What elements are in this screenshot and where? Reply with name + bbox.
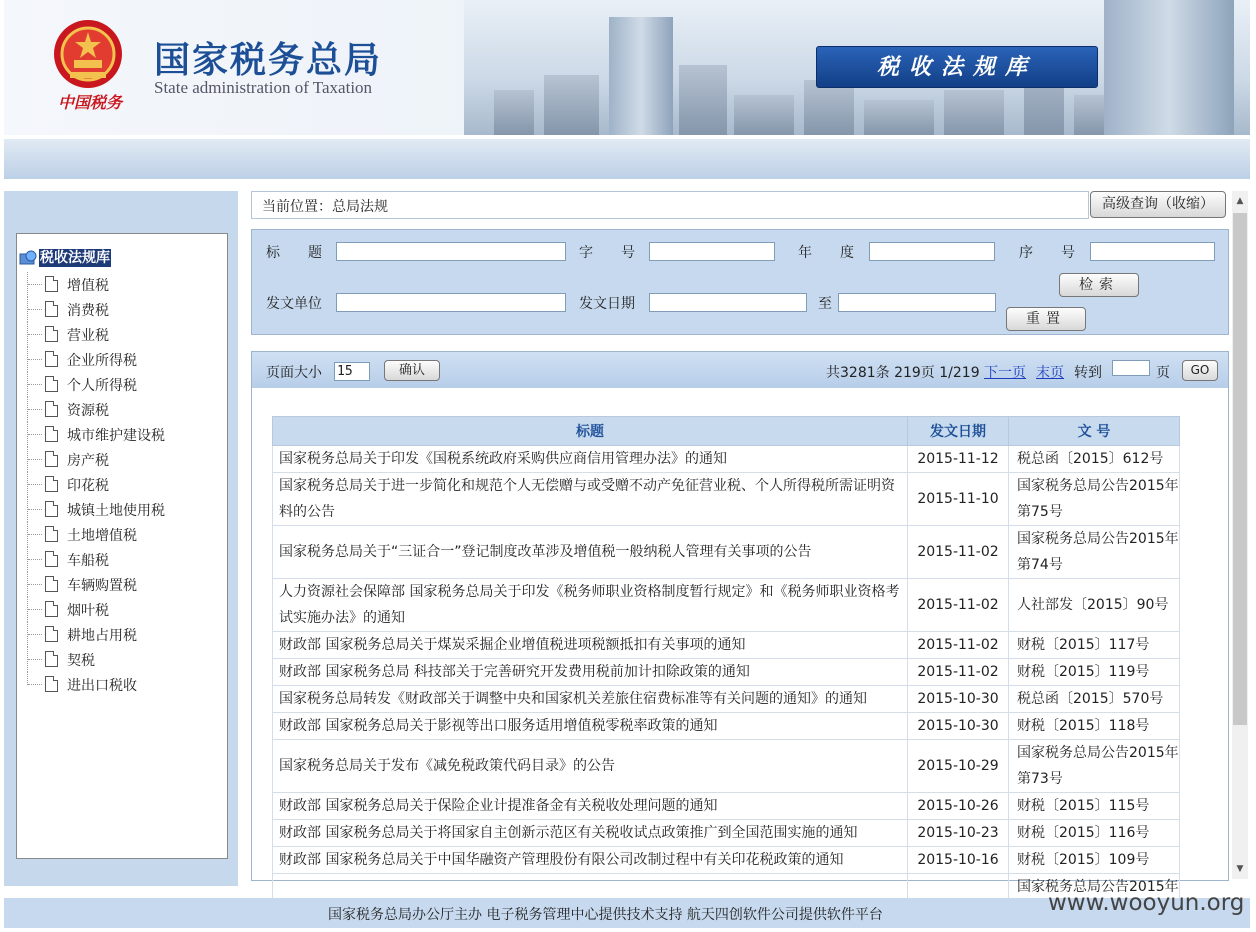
row-date: 2015-11-02 [908,632,1009,659]
site-title-cn: 国家税务总局 [154,39,383,81]
title-input[interactable] [336,242,566,261]
row-date: 2015-11-10 [908,473,1009,526]
docno-label: 字 号 [579,245,635,261]
row-docno: 税总函〔2015〕612号 [1009,446,1180,473]
row-docno: 国家税务总局公告2015年 [1009,874,1180,901]
header-date: 发文日期 [908,417,1009,446]
row-docno: 财税〔2015〕117号 [1009,632,1180,659]
row-docno: 人社部发〔2015〕90号 [1009,579,1180,632]
results-area [252,388,1228,895]
document-icon [45,676,58,692]
tree-item-label[interactable]: 车船税 [67,553,109,569]
row-docno: 国家税务总局公告2015年第74号 [1009,526,1180,579]
tree-item-label[interactable]: 城镇土地使用税 [67,503,165,519]
table-header-row [273,417,1180,446]
document-icon [45,501,58,517]
seq-input[interactable] [1090,242,1215,261]
row-date: 2015-10-30 [908,713,1009,740]
page-size-label: 页面大小 [266,365,322,381]
row-docno: 税总函〔2015〕570号 [1009,686,1180,713]
header-title: 标题 [273,417,908,446]
row-date: 2015-11-02 [908,659,1009,686]
site-title-en: State administration of Taxation [154,78,373,97]
footer-text: 国家税务总局办公厅主办 电子税务管理中心提供技术支持 航天四创软件公司提供软件平台 [328,907,883,923]
document-icon [45,651,58,667]
scrollbar-thumb[interactable] [1233,213,1247,725]
row-title-link[interactable]: 国家税务总局关于发布《减免税政策代码目录》的公告 [273,740,908,793]
tree-item-label[interactable]: 进出口税收 [67,678,137,694]
reset-button[interactable]: 重置 [1006,307,1086,331]
row-title-link[interactable]: 财政部 国家税务总局关于影视等出口服务适用增值税零税率政策的通知 [273,713,908,740]
document-icon [45,526,58,542]
tree-connector [27,422,42,447]
tree-item-label[interactable]: 车辆购置税 [67,578,137,594]
goto-page-input[interactable] [1112,360,1150,376]
tree-item-label[interactable]: 契税 [67,653,95,669]
pager-bar [252,352,1228,388]
date-label: 发文日期 [579,296,635,312]
tree-connector [27,447,42,472]
row-date: 2015-10-30 [908,686,1009,713]
breadcrumb [251,191,1089,219]
pager-summary: 共3281条 219页 1/219 [826,365,980,381]
document-icon [45,301,58,317]
table-row [273,793,1180,820]
row-docno: 财税〔2015〕119号 [1009,659,1180,686]
row-date: 2015-10-23 [908,820,1009,847]
row-docno: 国家税务总局公告2015年第75号 [1009,473,1180,526]
table-row [273,526,1180,579]
row-docno: 财税〔2015〕118号 [1009,713,1180,740]
tree-item-label[interactable]: 消费税 [67,303,109,319]
row-date: 2015-10-26 [908,793,1009,820]
row-title-link[interactable]: 财政部 国家税务总局关于保险企业计提准备金有关税收处理问题的通知 [273,793,908,820]
row-docno: 财税〔2015〕109号 [1009,847,1180,874]
document-icon [45,426,58,442]
tree-item-label[interactable]: 印花税 [67,478,109,494]
tree-item-label[interactable]: 房产税 [67,453,109,469]
tree-connector [27,647,42,672]
date-to-label: 至 [818,296,832,312]
confirm-button[interactable]: 确认 [384,360,440,381]
tree-connector [27,322,42,347]
tree-item-label[interactable]: 增值税 [67,278,109,294]
tree-root[interactable] [19,248,111,268]
issuer-label: 发文单位 [266,296,322,312]
search-button[interactable]: 检索 [1059,273,1139,297]
table-row [273,713,1180,740]
tree-item-label[interactable]: 企业所得税 [67,353,137,369]
category-tree [16,233,228,859]
header-docno: 文 号 [1009,417,1180,446]
go-button[interactable]: GO [1182,360,1218,381]
row-title-link[interactable]: 财政部 国家税务总局关于中国华融资产管理股份有限公司改制过程中有关印花税政策的通知 [273,847,908,874]
tree-connector [27,572,42,597]
row-title-link[interactable]: 人力资源社会保障部 国家税务总局关于印发《税务师职业资格制度暂行规定》和《税务师职业资格考试实施办法》的通知 [273,579,908,632]
document-icon [45,626,58,642]
row-date: 2015-11-02 [908,526,1009,579]
row-title-link[interactable]: 国家税务总局关于印发《国税系统政府采购供应商信用管理办法》的通知 [273,446,908,473]
docno-input[interactable] [649,242,775,261]
table-row [273,579,1180,632]
document-icon [45,276,58,292]
issuer-input[interactable] [336,293,566,312]
breadcrumb-text: 当前位置：总局法规 [262,199,388,215]
row-title-link[interactable]: 财政部 国家税务总局关于煤炭采掘企业增值税进项税额抵扣有关事项的通知 [273,632,908,659]
document-icon [45,576,58,592]
table-row [273,659,1180,686]
row-title-link[interactable]: 财政部 国家税务总局关于将国家自主创新示范区有关税收试点政策推广到全国范围实施的通知 [273,820,908,847]
logo-text: 中国税务 [58,93,123,112]
site-header [4,0,1250,135]
results-table [272,416,1180,901]
page-scrollbar[interactable] [1232,191,1248,879]
document-icon [45,601,58,617]
national-emblem-icon [50,16,126,92]
document-icon [45,326,58,342]
row-title-link[interactable]: 国家税务总局关于“三证合一”登记制度改革涉及增值税一般纳税人管理有关事项的公告 [273,526,908,579]
page-size-input[interactable]: 15 [334,362,370,381]
table-row [273,874,1180,901]
tree-connector [27,347,42,372]
nav-band [4,139,1250,179]
tree-connector [27,472,42,497]
table-row [273,847,1180,874]
tree-item-label[interactable]: 资源税 [67,403,109,419]
tree-connector [27,672,42,685]
document-icon [45,401,58,417]
next-page-link[interactable]: 下一页 [984,365,1026,381]
row-docno: 财税〔2015〕116号 [1009,820,1180,847]
document-icon [45,451,58,467]
year-input[interactable] [869,242,995,261]
advanced-search-toggle-button[interactable]: 高级查询（收缩） [1090,191,1226,218]
tree-item-label[interactable]: 土地增值税 [67,528,137,544]
tree-connector [27,297,42,322]
row-date: 2015-10-29 [908,740,1009,793]
tree-item-label[interactable]: 城市维护建设税 [67,428,165,444]
document-icon [45,476,58,492]
row-title-link[interactable]: 国家税务总局转发《财政部关于调整中央和国家机关差旅住宿费标准等有关问题的通知》的通知 [273,686,908,713]
seq-label: 序 号 [1019,245,1075,261]
document-icon [45,376,58,392]
table-row [273,686,1180,713]
document-icon [45,551,58,567]
tree-connector [27,497,42,522]
table-row [273,446,1180,473]
results-panel [251,351,1229,895]
tree-item-label[interactable]: 耕地占用税 [67,628,137,644]
tree-connector [27,522,42,547]
watermark: www.wooyun.org [1048,890,1245,916]
tree-connector [27,397,42,422]
table-row [273,473,1180,526]
last-page-link[interactable]: 末页 [1036,365,1064,381]
tree-item-label[interactable]: 个人所得税 [67,378,137,394]
table-row [273,632,1180,659]
goto-label: 转到 [1074,365,1102,381]
row-docno: 财税〔2015〕115号 [1009,793,1180,820]
row-title-link[interactable]: 国家税务总局关于进一步简化和规范个人无偿赠与或受赠不动产免征营业税、个人所得税所需证明资料的公告 [273,473,908,526]
year-label: 年 度 [798,245,854,261]
section-banner: 税收法规库 [816,46,1098,88]
tree-connector [27,372,42,397]
tree-connector [27,597,42,622]
title-label: 标 题 [266,245,322,261]
tree-connector [27,547,42,572]
row-title-link[interactable]: 财政部 国家税务总局 科技部关于完善研究开发费用税前加计扣除政策的通知 [273,659,908,686]
table-row [273,740,1180,793]
scroll-up-arrow-icon[interactable]: ▲ [1236,196,1244,206]
row-date: 2015-11-12 [908,446,1009,473]
row-docno: 国家税务总局公告2015年第73号 [1009,740,1180,793]
row-date: 2015-10-16 [908,847,1009,874]
folder-globe-icon [19,250,37,266]
row-title-link[interactable] [273,874,908,901]
page-unit-label: 页 [1156,365,1170,381]
tree-connector [27,272,42,297]
tree-item-label[interactable]: 营业税 [67,328,109,344]
tree-item-label[interactable]: 烟叶税 [67,603,109,619]
row-date: 2015-11-02 [908,579,1009,632]
tree-connector [27,622,42,647]
tree-root-label: 税收法规库 [40,250,110,266]
document-icon [45,351,58,367]
row-date [908,874,1009,901]
date-from-input[interactable] [649,293,807,312]
table-row [273,820,1180,847]
scroll-down-arrow-icon[interactable]: ▼ [1236,864,1244,874]
date-to-input[interactable] [838,293,996,312]
